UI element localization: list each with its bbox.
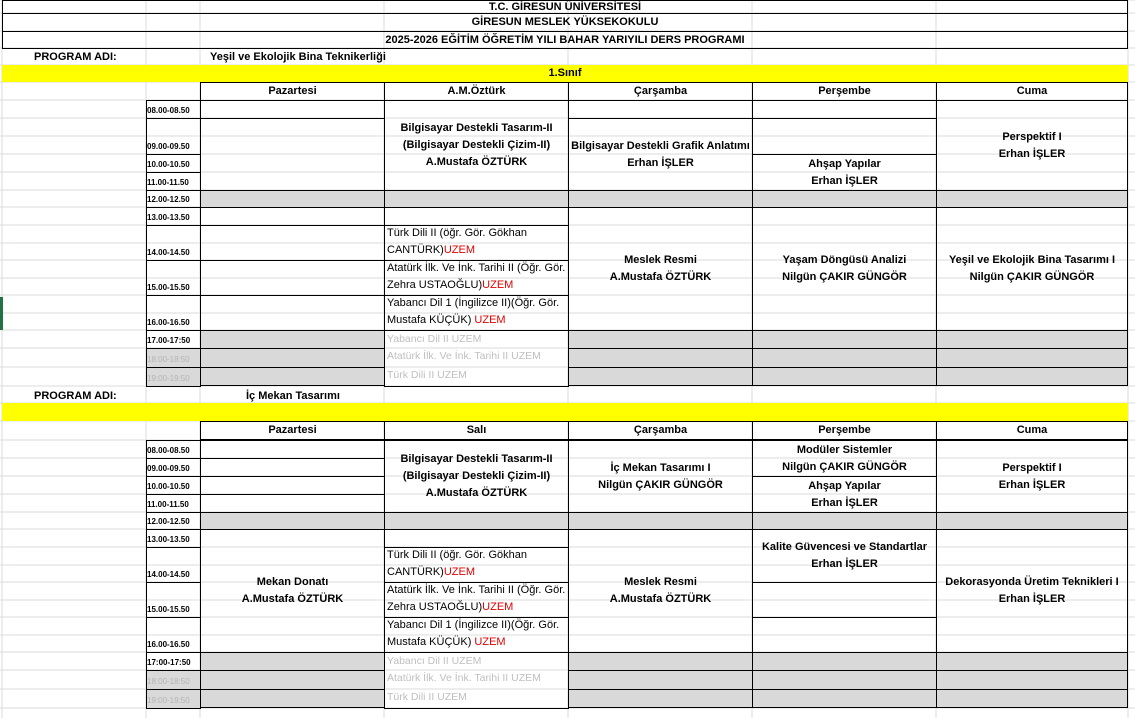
- lunch-slot: [384, 512, 569, 530]
- ghost-course: Atatürk İlk. Ve İnk. Tarihi II UZEM: [387, 672, 541, 684]
- course-cell-text: [568, 207, 753, 331]
- course-title: Atatürk İlk. Ve İnk. Tarihi II (Öğr. Gör. Zehra USTAOĞLU): [387, 584, 566, 613]
- lunch-slot: [936, 190, 1128, 208]
- ghost-course: Türk Dili II UZEM: [387, 691, 467, 703]
- uzem-tag: UZEM: [443, 244, 476, 256]
- course-title: Bilgisayar Destekli Tasarım-II: [400, 453, 553, 465]
- time-label: 15.00-15.50: [147, 283, 190, 292]
- course-cell-text: [752, 207, 937, 331]
- university-title: T.C. GİRESUN ÜNİVERSİTESİ: [488, 1, 642, 13]
- time-label: 09.00-09.50: [147, 464, 190, 473]
- time-label: 13.00-13.50: [147, 213, 190, 222]
- time-label: 09.00-09.50: [147, 142, 190, 151]
- time-label: 19:00-19:50: [147, 696, 190, 705]
- course-cell-text: [752, 154, 937, 191]
- empty-slot: [384, 207, 569, 226]
- course-title: Atatürk İlk. Ve İnk. Tarihi II (Öğr. Gör. Zehra USTAOĞLU): [387, 262, 566, 291]
- course-instructor: Erhan İŞLER: [811, 174, 878, 187]
- empty-slot: [568, 367, 753, 386]
- lunch-slot: [752, 190, 937, 208]
- class-band: [2, 403, 1128, 421]
- empty-slot: [200, 225, 385, 261]
- uzem-course-text: [384, 547, 569, 583]
- course-instructor: A.Mustafa ÖZTÜRK: [425, 487, 528, 499]
- day-label: Salı: [466, 424, 487, 436]
- program-name: Yeşil ve Ekolojik Bina Teknikerliği: [210, 51, 386, 63]
- program-label: PROGRAM ADI:: [34, 51, 117, 63]
- course-cell-text: [200, 529, 385, 653]
- course-instructor: Erhan İŞLER: [998, 147, 1066, 160]
- empty-slot: [936, 689, 1128, 708]
- empty-slot: [200, 118, 385, 191]
- time-label: 14.00-14.50: [147, 570, 190, 579]
- lunch-slot: [568, 512, 753, 530]
- course-title: Perspektif I: [1002, 130, 1062, 143]
- empty-slot: [936, 652, 1128, 671]
- lunch-slot: [384, 190, 569, 208]
- course-subtitle: (Bilgisayar Destekli Çizim-II): [402, 470, 551, 482]
- time-label: 15.00-15.50: [147, 605, 190, 614]
- empty-slot: [200, 476, 385, 495]
- course-cell-text: [752, 476, 937, 513]
- course-instructor: A.Mustafa ÖZTÜRK: [425, 156, 528, 168]
- empty-slot: [752, 330, 937, 349]
- time-label: 19:00-19:50: [147, 374, 190, 383]
- empty-slot: [200, 207, 385, 226]
- uzem-tag: UZEM: [443, 566, 476, 578]
- time-label: 08.00-08.50: [147, 446, 190, 455]
- course-instructor: Nilgün ÇAKIR GÜNGÖR: [782, 271, 907, 283]
- empty-slot: [568, 330, 753, 349]
- course-cell-text: [384, 440, 569, 513]
- time-label: 12.00-12.50: [147, 517, 190, 526]
- lunch-slot: [568, 190, 753, 208]
- course-instructor: Erhan İŞLER: [811, 558, 878, 570]
- empty-slot: [200, 440, 385, 459]
- empty-slot: [568, 348, 753, 368]
- course-instructor: A.Mustafa ÖZTÜRK: [609, 593, 712, 605]
- empty-slot: [200, 458, 385, 477]
- course-instructor: Erhan İŞLER: [998, 593, 1066, 605]
- course-title: Perspektif I: [1002, 461, 1062, 474]
- empty-slot: [200, 494, 385, 513]
- empty-slot: [752, 617, 937, 653]
- course-title: Yaşam Döngüsü Analizi: [782, 254, 907, 266]
- day-label: Cuma: [1016, 85, 1048, 97]
- uzem-tag: UZEM: [482, 601, 514, 613]
- course-title: Türk Dili II (öğr. Gör. Gökhan CANTÜRK): [387, 227, 527, 256]
- empty-slot: [200, 330, 385, 349]
- empty-slot: [752, 689, 937, 708]
- time-label: 18:00-18:50: [147, 677, 190, 686]
- course-cell-text: [568, 118, 753, 191]
- course-title: İç Mekan Tasarımı I: [610, 461, 711, 474]
- program-label: PROGRAM ADI:: [34, 390, 117, 402]
- course-title: Mekan Donatı: [256, 576, 329, 588]
- day-label: Pazartesi: [268, 424, 317, 436]
- time-label: 08.00-08.50: [147, 106, 190, 115]
- day-label: Pazartesi: [268, 85, 317, 97]
- empty-slot: [752, 118, 937, 155]
- day-label: Cuma: [1016, 424, 1048, 436]
- program-name: İç Mekan Tasarımı: [246, 390, 340, 402]
- school-title: GİRESUN MESLEK YÜKSEKOKULU: [471, 16, 659, 28]
- empty-slot: [752, 348, 937, 368]
- empty-slot: [752, 367, 937, 386]
- course-instructor: Nilgün ÇAKIR GÜNGÖR: [969, 271, 1095, 283]
- time-label: 10.00-10.50: [147, 160, 190, 169]
- empty-slot: [384, 529, 569, 548]
- course-instructor: A.Mustafa ÖZTÜRK: [609, 271, 712, 283]
- course-title: Türk Dili II (öğr. Gör. Gökhan CANTÜRK): [387, 549, 527, 578]
- course-subtitle: (Bilgisayar Destekli Çizim-II): [402, 139, 551, 151]
- time-label: 11.00-11.50: [147, 500, 189, 509]
- empty-slot: [752, 652, 937, 671]
- course-title: Yabancı Dil 1 (İngilizce II)(Öğr. Gör. Mustafa KÜÇÜK): [387, 297, 560, 326]
- course-title: Kalite Güvencesi ve Standartlar: [761, 541, 928, 553]
- time-label: 10.00-10.50: [147, 482, 190, 491]
- row-selection-marker: [0, 297, 3, 330]
- ghost-course: Yabancı Dil II UZEM: [387, 655, 482, 667]
- day-label: Perşembe: [818, 424, 871, 436]
- day-label: A.M.Öztürk: [447, 85, 506, 97]
- uzem-course-text: [384, 225, 569, 261]
- empty-slot: [200, 348, 385, 368]
- empty-slot: [200, 689, 385, 708]
- course-instructor: Erhan İŞLER: [627, 156, 694, 169]
- course-instructor: Erhan İŞLER: [998, 478, 1066, 491]
- course-title: Ahşap Yapılar: [808, 157, 881, 170]
- empty-slot: [752, 100, 937, 119]
- day-label: Perşembe: [818, 85, 871, 97]
- empty-slot: [936, 670, 1128, 690]
- class-band-label: 1.Sınıf: [548, 67, 582, 79]
- ghost-course: Yabancı Dil II UZEM: [387, 333, 482, 345]
- time-label: 12.00-12.50: [147, 195, 190, 204]
- course-cell-text: [936, 529, 1128, 653]
- uzem-course-text: [384, 260, 569, 296]
- course-cell-text: [936, 100, 1128, 191]
- course-title: Bilgisayar Destekli Tasarım-II: [400, 122, 553, 134]
- time-label: 16.00-16.50: [147, 640, 190, 649]
- course-cell-text: [752, 440, 937, 477]
- uzem-course-text: [384, 295, 569, 331]
- lunch-slot: [200, 190, 385, 208]
- time-label: 17:00-17:50: [147, 658, 191, 667]
- empty-slot: [936, 348, 1128, 368]
- course-title: Dekorasyonda Üretim Teknikleri I: [945, 576, 1119, 588]
- empty-slot: [752, 670, 937, 690]
- empty-slot: [936, 367, 1128, 386]
- empty-slot: [200, 260, 385, 296]
- uzem-tag: UZEM: [474, 636, 506, 648]
- time-label: 14.00-14.50: [147, 248, 190, 257]
- course-title: Meslek Resmi: [624, 254, 697, 266]
- course-instructor: Erhan İŞLER: [811, 496, 878, 509]
- course-title: Ahşap Yapılar: [808, 479, 881, 492]
- course-instructor: A.Mustafa ÖZTÜRK: [241, 593, 344, 605]
- day-label: Çarşamba: [633, 424, 688, 436]
- lunch-slot: [936, 512, 1128, 530]
- time-label: 11.00-11.50: [147, 178, 189, 187]
- time-label: 17.00-17:50: [147, 336, 191, 345]
- ghost-course: Türk Dili II UZEM: [387, 369, 467, 381]
- program-schedule-title: 2025-2026 EĞİTİM ÖĞRETİM YILI BAHAR YARIYILI DERS PROGRAMI: [385, 33, 745, 46]
- empty-slot: [200, 295, 385, 331]
- course-instructor: Nilgün ÇAKIR GÜNGÖR: [598, 478, 723, 491]
- time-label: 13.00-13.50: [147, 535, 190, 544]
- course-title: Modüler Sistemler: [796, 443, 893, 456]
- course-cell-text: [936, 440, 1128, 513]
- course-title: Yeşil ve Ekolojik Bina Tasarımı I: [948, 254, 1116, 266]
- uzem-course-text: [384, 617, 569, 653]
- empty-slot: [200, 100, 385, 119]
- empty-slot: [200, 670, 385, 690]
- empty-slot: [568, 689, 753, 708]
- course-cell-text: [384, 100, 569, 191]
- course-title: Yabancı Dil 1 (İngilizce II)(Öğr. Gör. Mustafa KÜÇÜK): [387, 619, 560, 648]
- empty-slot: [568, 100, 753, 119]
- lunch-slot: [200, 512, 385, 530]
- empty-slot: [200, 652, 385, 671]
- course-cell-text: [568, 440, 753, 513]
- course-title: Meslek Resmi: [624, 576, 697, 588]
- empty-slot: [200, 367, 385, 386]
- course-instructor: Nilgün ÇAKIR GÜNGÖR: [782, 460, 907, 473]
- time-label: 18:00-18:50: [147, 355, 190, 364]
- uzem-tag: UZEM: [482, 279, 514, 291]
- time-label: 16.00-16.50: [147, 318, 190, 327]
- uzem-tag: UZEM: [474, 314, 506, 326]
- course-cell-text: [568, 529, 753, 653]
- course-cell-text: [936, 207, 1128, 331]
- uzem-course-text: [384, 582, 569, 618]
- day-label: Çarşamba: [633, 85, 688, 97]
- empty-slot: [568, 652, 753, 671]
- course-title: Bilgisayar Destekli Grafik Anlatımı: [571, 139, 750, 152]
- empty-slot: [568, 670, 753, 690]
- lunch-slot: [752, 512, 937, 530]
- course-cell-text: [752, 529, 937, 583]
- empty-slot: [752, 582, 937, 618]
- empty-slot: [936, 330, 1128, 349]
- ghost-course: Atatürk İlk. Ve İnk. Tarihi II UZEM: [387, 350, 541, 362]
